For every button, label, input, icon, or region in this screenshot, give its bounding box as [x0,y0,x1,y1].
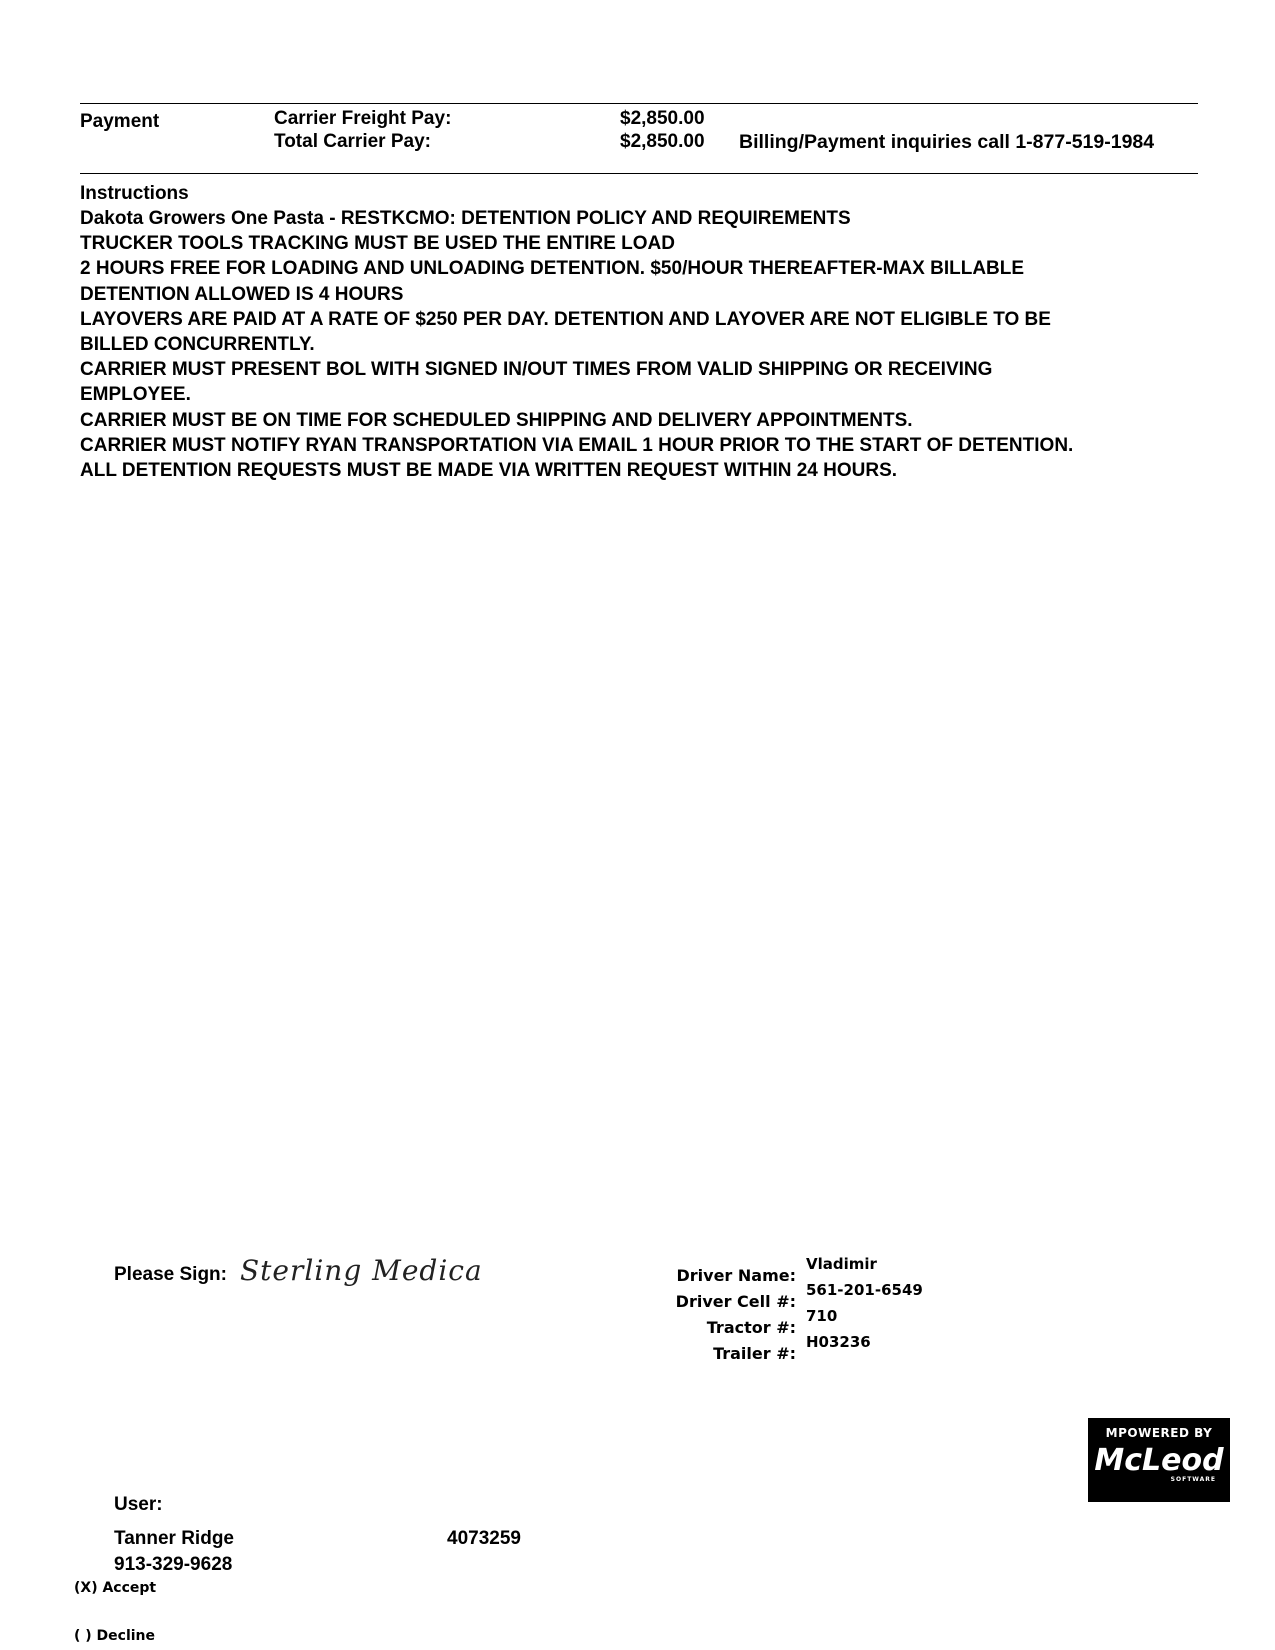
instruction-line: CARRIER MUST BE ON TIME FOR SCHEDULED SHIPPING AND DELIVERY APPOINTMENTS. [80,409,913,431]
user-name: Tanner Ridge [114,1528,234,1549]
instruction-line: DETENTION ALLOWED IS 4 HOURS [80,283,404,305]
tractor-label: Tractor #: [706,1318,796,1337]
instruction-line: TRUCKER TOOLS TRACKING MUST BE USED THE ENTIRE LOAD [80,233,675,255]
logo-brand: McLeod [1094,1443,1224,1478]
mcleod-logo [1088,1418,1230,1502]
accept-option[interactable]: (X) Accept [74,1580,157,1596]
user-id: 4073259 [447,1528,521,1549]
instruction-line: BILLED CONCURRENTLY. [80,334,315,356]
payment-label: Payment [80,111,160,132]
signature-field[interactable]: Sterling Medica [240,1254,483,1287]
instruction-line: CARRIER MUST NOTIFY RYAN TRANSPORTATION VIA EMAIL 1 HOUR PRIOR TO THE START OF DETENTION. [80,434,1074,456]
instructions-heading: Instructions [80,183,189,204]
carrier-freight-pay-value: $2,850.00 [620,108,705,129]
payment-bottom-divider [80,173,1198,174]
instruction-line: 2 HOURS FREE FOR LOADING AND UNLOADING DETENTION. $50/HOUR THEREAFTER-MAX BILLABLE [80,258,1025,280]
total-carrier-pay-value: $2,850.00 [620,131,705,152]
logo-powered-by: MPOWERED BY [1105,1426,1213,1440]
instruction-line: ALL DETENTION REQUESTS MUST BE MADE VIA WRITTEN REQUEST WITHIN 24 HOURS. [80,460,898,482]
instruction-line: CARRIER MUST PRESENT BOL WITH SIGNED IN/OUT TIMES FROM VALID SHIPPING OR RECEIVING [80,359,993,381]
driver-cell-value: 561-201-6549 [806,1281,923,1299]
top-divider [80,103,1198,104]
instruction-line: EMPLOYEE. [80,384,191,406]
instruction-line: Dakota Growers One Pasta - RESTKCMO: DETENTION POLICY AND REQUIREMENTS [80,208,851,229]
trailer-label: Trailer #: [713,1344,796,1363]
instruction-line: LAYOVERS ARE PAID AT A RATE OF $250 PER DAY. DETENTION AND LAYOVER ARE NOT ELIGIBLE TO BE [80,308,1051,330]
tractor-value: 710 [806,1307,838,1325]
total-carrier-pay-label: Total Carrier Pay: [274,131,431,152]
user-phone: 913-329-9628 [114,1554,233,1575]
please-sign-label: Please Sign: [114,1264,227,1285]
trailer-value: H03236 [806,1333,871,1351]
driver-cell-label: Driver Cell #: [675,1292,796,1311]
driver-name-label: Driver Name: [676,1266,796,1285]
billing-inquiries-note: Billing/Payment inquiries call 1-877-519-1984 [739,131,1155,153]
carrier-freight-pay-label: Carrier Freight Pay: [274,108,452,129]
decline-option[interactable]: ( ) Decline [74,1628,156,1644]
user-label: User: [114,1494,163,1515]
driver-name-value: Vladimir [806,1255,877,1273]
instructions-body [80,206,1073,483]
logo-software: SOFTWARE [1170,1476,1216,1483]
